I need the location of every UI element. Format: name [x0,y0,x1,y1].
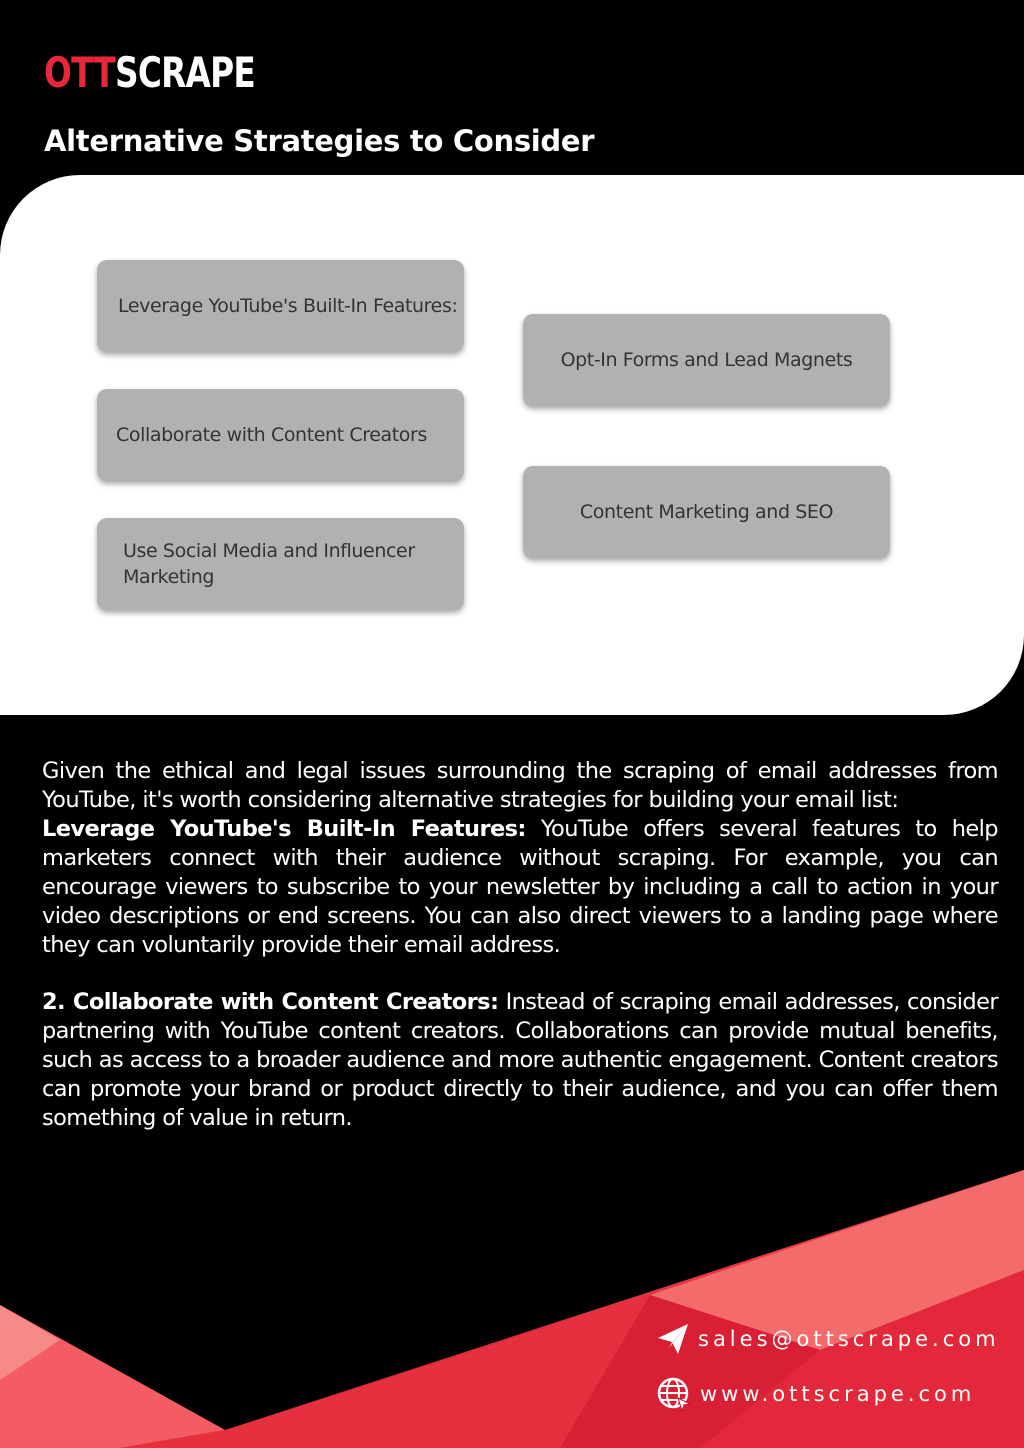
strategy-card-label: Opt-In Forms and Lead Magnets [560,349,853,371]
item2-heading: 2. Collaborate with Content Creators: [42,989,499,1015]
strategy-diagram-panel [0,175,1024,715]
strategy-card-label: Collaborate with Content Creators [116,424,427,446]
item1-paragraph [42,815,998,960]
item2-paragraph [42,988,998,1133]
page-title: Alternative Strategies to Consider [44,124,595,158]
paper-plane-icon [656,1322,690,1356]
intro-paragraph: Given the ethical and legal issues surrounding the scraping of email addresses from YouTube, it's worth considering alternative strategies for building your email list: [42,758,998,813]
strategy-card-youtube-features [97,260,464,352]
brand-logo [44,50,294,96]
website-text: www.ottscrape.com [700,1382,976,1406]
body-text [42,757,998,1133]
email-text: sales@ottscrape.com [698,1327,1000,1351]
strategy-card-opt-in [523,314,890,406]
logo-scrape-text: SCRAPE [114,48,255,97]
globe-icon [656,1376,692,1412]
logo-ott-text: OTT [44,48,115,97]
contact-website[interactable] [656,1376,975,1412]
strategy-card-label: Use Social Media and Influencer Marketing [123,540,415,588]
item1-heading: Leverage YouTube's Built-In Features: [42,816,526,842]
strategy-card-label: Content Marketing and SEO [579,501,834,523]
strategy-card-content-marketing [523,466,890,558]
item2-text: Instead of scraping email addresses, consider partnering with YouTube content creators. Collaborations can provide mutual benefits, such as access to a broader audience and more authentic engagement. Content creators can promote your brand or product directly to their audience, and you can offer them something of value in return. [42,989,998,1131]
strategy-card-social-media [97,518,464,610]
strategy-card-label: Leverage YouTube's Built-In Features: [118,295,458,317]
strategy-card-collaborate [97,389,464,481]
item1-text: YouTube offers several features to help marketers connect with their audience without scraping. For example, you can encourage viewers to subscribe to your newsletter by including a call to action in your video descriptions or end screens. You can also direct viewers to a landing page where they can voluntarily provide their email address. [42,816,998,958]
contact-email[interactable] [656,1322,1000,1356]
